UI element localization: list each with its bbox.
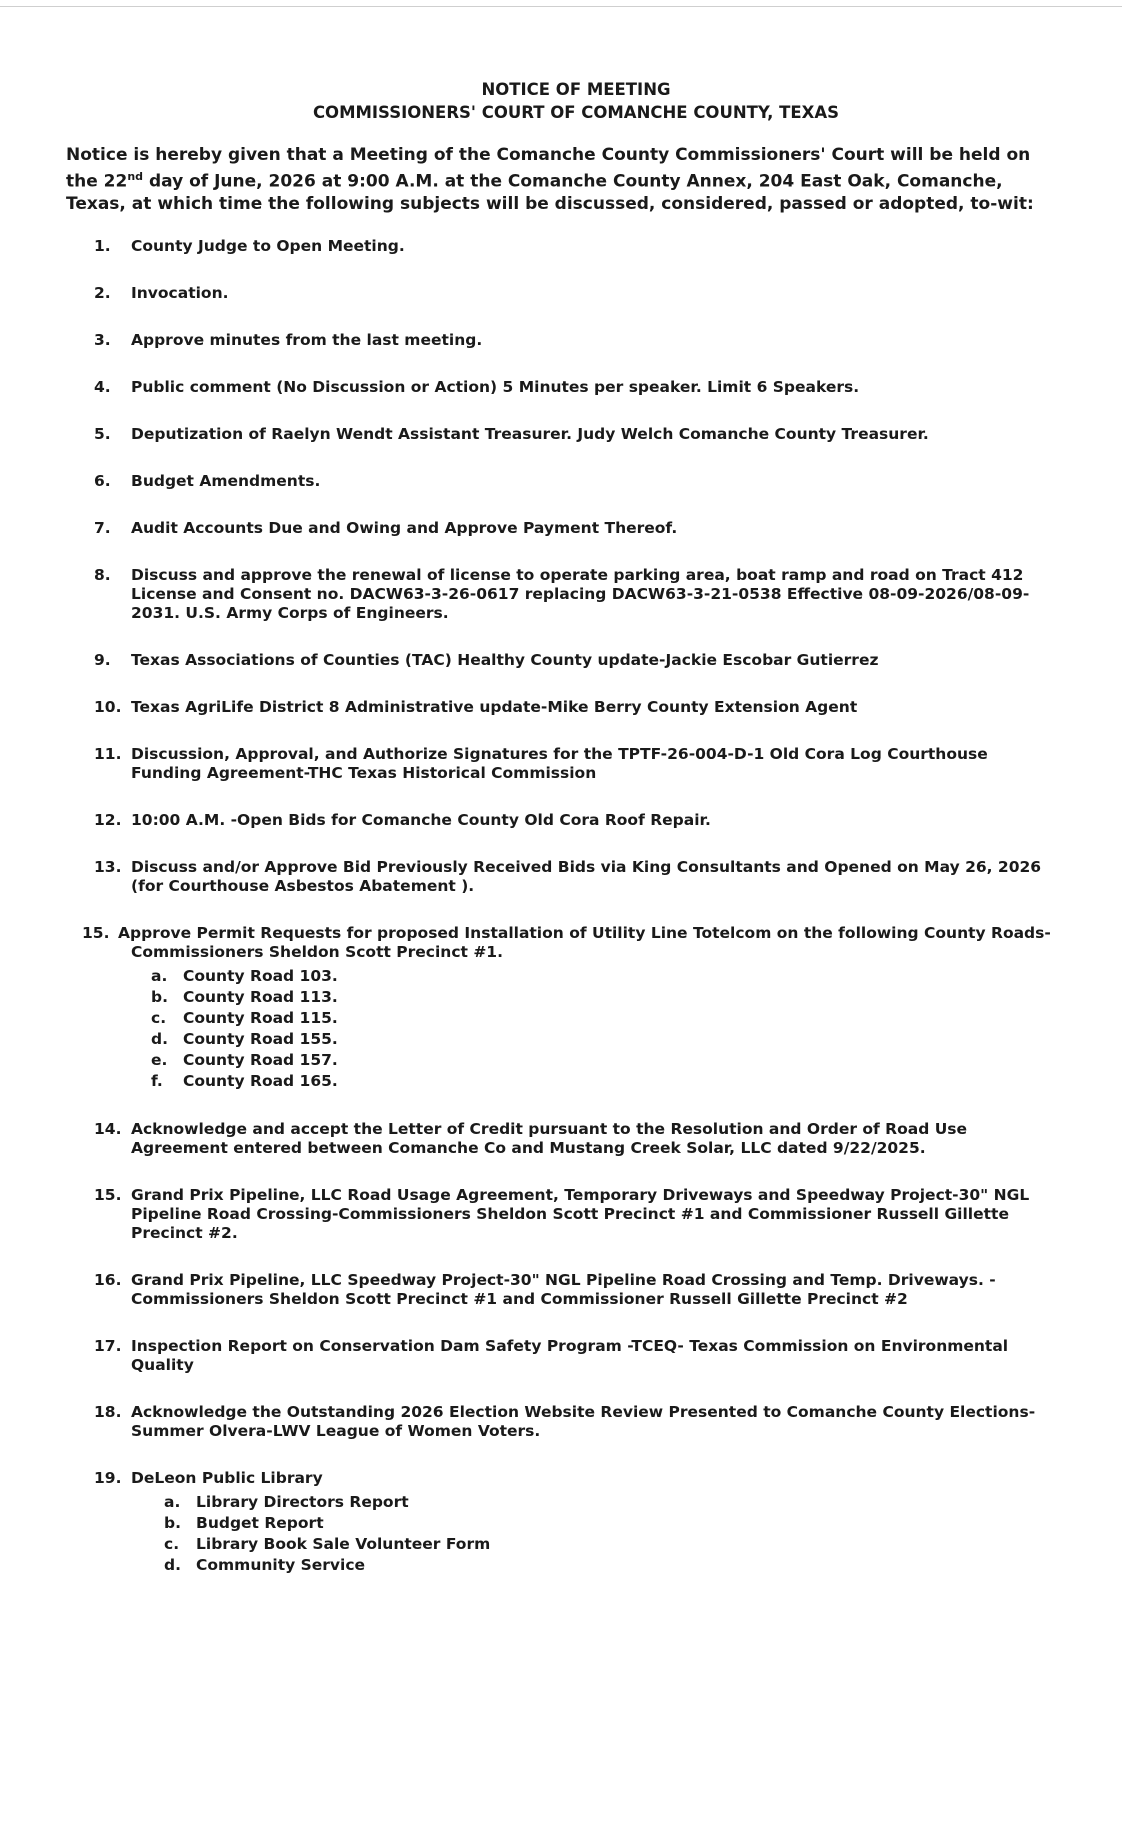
sub-item: f. County Road 165. [151,1071,338,1090]
agenda-item: 18. Acknowledge the Outstanding 2026 Election Website Review Presented to Comanche County Elections-Summer Olvera-LWV League of Women Voters. [94,1402,1036,1440]
title-line-1: NOTICE OF MEETING [481,80,671,99]
sub-item: a. Library Directors Report [164,1492,409,1511]
meeting-notice-document [66,78,1056,1604]
document-title [96,78,1056,124]
sub-item: e. County Road 157. [151,1050,338,1069]
sub-item: a. County Road 103. [151,966,338,985]
intro-ordinal-suffix: nd [127,170,144,183]
agenda-list [66,237,1056,1576]
sub-item: d. Community Service [164,1555,366,1574]
sub-item: b. Budget Report [164,1513,324,1532]
intro-paragraph [66,144,1056,215]
title-line-2: COMMISSIONERS' COURT OF COMANCHE COUNTY, TEXAS [312,103,840,122]
agenda-item: 11. Discussion, Approval, and Authorize Signatures for the TPTF-26-004-D-1 Old Cora Log Courthouse Funding Agreement-THC Texas Historical Commission [94,744,988,782]
agenda-item-permit-requests: 15. Approve Permit Requests for proposed Installation of Utility Line Totelcom on the following County Roads- Commissioners Sheldon Scott Precinct #1. a. County Road 103. b. County Road 113. c. County Road 115. d. County Road 155. e. County Road 157. f. County Road 165. [66,924,1056,1092]
agenda-item: 2. Invocation. [94,283,229,302]
agenda-item: 10. Texas AgriLife District 8 Administrative update-Mike Berry County Extension Agent [94,697,858,716]
agenda-item: 16. Grand Prix Pipeline, LLC Speedway Project-30" NGL Pipeline Road Crossing and Temp. Driveways. - Commissioners Sheldon Scott Precinct #1 and Commissioner Russell Gillette Precinct #2 [94,1270,996,1308]
sub-item: d. County Road 155. [151,1029,338,1048]
library-report-list [131,1492,1056,1576]
agenda-item: 1. County Judge to Open Meeting. [94,236,405,255]
agenda-item: 17. Inspection Report on Conservation Dam Safety Program -TCEQ- Texas Commission on Environmental Quality [94,1336,1009,1374]
agenda-item: 5. Deputization of Raelyn Wendt Assistant Treasurer. Judy Welch Comanche County Treasurer. [94,424,929,443]
agenda-item: 13. Discuss and/or Approve Bid Previously Received Bids via King Consultants and Opened on May 26, 2026 (for Courthouse Asbestos Abatement ). [94,857,1042,895]
agenda-item: 15. Grand Prix Pipeline, LLC Road Usage Agreement, Temporary Driveways and Speedway Project-30" NGL Pipeline Road Crossing-Commissioners Sheldon Scott Precinct #1 and Commissioner Russell Gillette Precinct #2. [94,1185,1030,1242]
agenda-item: 4. Public comment (No Discussion or Action) 5 Minutes per speaker. Limit 6 Speakers. [94,377,860,396]
agenda-item: 12. 10:00 A.M. -Open Bids for Comanche County Old Cora Roof Repair. [94,810,711,829]
sub-item: c. Library Book Sale Volunteer Form [164,1534,491,1553]
intro-text-2: day of June, 2026 at 9:00 A.M. at the Comanche County Annex, 204 East Oak, Comanche, Texas, at which time the following subjects will be discussed, considered, passed or adopted, to-wit: [66,171,1034,214]
agenda-item: 6. Budget Amendments. [94,471,321,490]
intro-text-1: Notice is hereby given that a Meeting of the Comanche County Commissioners' Court will be held on the 22 [66,145,1031,192]
sub-item: c. County Road 115. [151,1008,338,1027]
sub-item: b. County Road 113. [151,987,338,1006]
agenda-item: 3. Approve minutes from the last meeting. [94,330,483,349]
agenda-item: 7. Audit Accounts Due and Owing and Approve Payment Thereof. [94,518,678,537]
county-road-list [118,966,1056,1092]
agenda-item: 14. Acknowledge and accept the Letter of Credit pursuant to the Resolution and Order of Road Use Agreement entered between Comanche Co and Mustang Creek Solar, LLC dated 9/22/2025. [94,1119,968,1157]
agenda-item-library: 19. DeLeon Public Library a. Library Directors Report b. Budget Report c. Library Book Sale Volunteer Form d. Community Service [66,1469,1056,1576]
scan-edge-line [0,6,1122,7]
agenda-item: 9. Texas Associations of Counties (TAC) Healthy County update-Jackie Escobar Gutierrez [94,650,879,669]
agenda-item: 8. Discuss and approve the renewal of license to operate parking area, boat ramp and road on Tract 412 License and Consent no. DACW63-3-26-0617 replacing DACW63-3-21-0538 Effective 08-09-2026/08-09-2031. U.S. Army Corps of Engineers. [94,565,1030,622]
